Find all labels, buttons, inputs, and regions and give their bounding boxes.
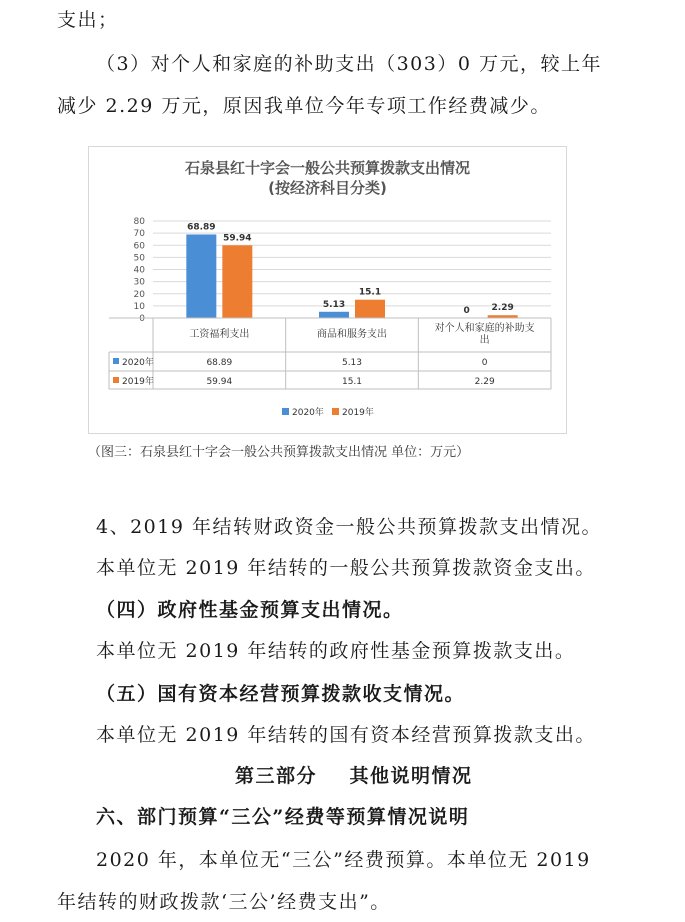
table-cell: 5.13: [341, 358, 363, 368]
section-heading: （四）政府性基金预算支出情况。: [96, 599, 404, 621]
paragraph-text: 本单位无 2019 年结转的政府性基金预算拨款支出。: [96, 640, 576, 662]
y-tick-label: 60: [133, 241, 145, 252]
legend-swatch: [332, 408, 339, 415]
data-label: 15.1: [358, 287, 382, 298]
x-tick-label: 商品和服务支出: [317, 329, 387, 340]
section-heading: （五）国有资本经营预算拨款收支情况。: [96, 683, 466, 705]
figure-caption: （图三：石泉县红十字会一般公共预算拨款支出情况 单位：万元）: [88, 445, 470, 460]
table-cell: 68.89: [206, 358, 233, 368]
legend-swatch: [282, 408, 289, 415]
bar: [319, 312, 349, 318]
table-cell: 59.94: [206, 377, 233, 387]
y-tick-label: 0: [139, 314, 145, 324]
section-heading: 六、部门预算“三公”经费等预算情况说明: [96, 806, 470, 828]
bar-chart: [89, 147, 566, 433]
data-label: 5.13: [322, 299, 346, 310]
paragraph-text: （3）对个人和家庭的补助支出（303）0 万元，较上年: [96, 53, 602, 75]
bar: [355, 300, 385, 318]
bar: [186, 234, 216, 318]
y-tick-label: 50: [133, 253, 145, 264]
chart-subtitle: (按经济科目分类): [268, 179, 387, 197]
x-tick-label: 工资福利支出: [189, 329, 250, 340]
x-tick-label: 对个人和家庭的补助支: [434, 323, 535, 334]
table-series-name: 2019年: [122, 377, 154, 387]
paragraph-text: 2020 年，本单位无“三公”经费预算。本单位无 2019: [96, 849, 591, 871]
paragraph-text: 年结转的财政拨款‘三公’经费支出”。: [57, 891, 391, 913]
paragraph-text: 4、2019 年结转财政资金一般公共预算拨款支出情况。: [96, 516, 602, 538]
data-label: 2.29: [491, 303, 514, 314]
legend-entry: 2019年: [342, 408, 374, 418]
table-cell: 0: [481, 358, 488, 368]
legend-key: [113, 377, 119, 383]
y-tick-label: 70: [133, 229, 145, 240]
y-tick-label: 40: [133, 265, 145, 276]
data-label: 0: [463, 306, 470, 316]
x-tick-label: 出: [479, 335, 490, 346]
table-cell: 15.1: [341, 377, 363, 387]
paragraph-text: 减少 2.29 万元，原因我单位今年专项工作经费减少。: [57, 95, 551, 117]
legend-key: [113, 358, 119, 364]
chart-container: [88, 146, 567, 434]
part-heading: 第三部分 其他说明情况: [235, 765, 473, 787]
legend-entry: 2020年: [292, 408, 324, 418]
paragraph-text: 本单位无 2019 年结转的国有资本经营预算拨款支出。: [96, 724, 596, 746]
chart-title: 石泉县红十字会一般公共预算拨款支出情况: [184, 159, 470, 177]
y-tick-label: 30: [133, 277, 145, 288]
data-label: 68.89: [187, 222, 216, 233]
bar: [222, 245, 252, 318]
table-series-name: 2020年: [122, 358, 154, 368]
y-tick-label: 10: [133, 301, 145, 312]
paragraph-text: 本单位无 2019 年结转的一般公共预算拨款资金支出。: [96, 557, 596, 579]
y-tick-label: 20: [133, 289, 145, 300]
y-tick-label: 80: [133, 217, 145, 227]
table-cell: 2.29: [474, 377, 495, 387]
data-label: 59.94: [223, 233, 252, 244]
paragraph-text: 支出；: [57, 9, 119, 31]
